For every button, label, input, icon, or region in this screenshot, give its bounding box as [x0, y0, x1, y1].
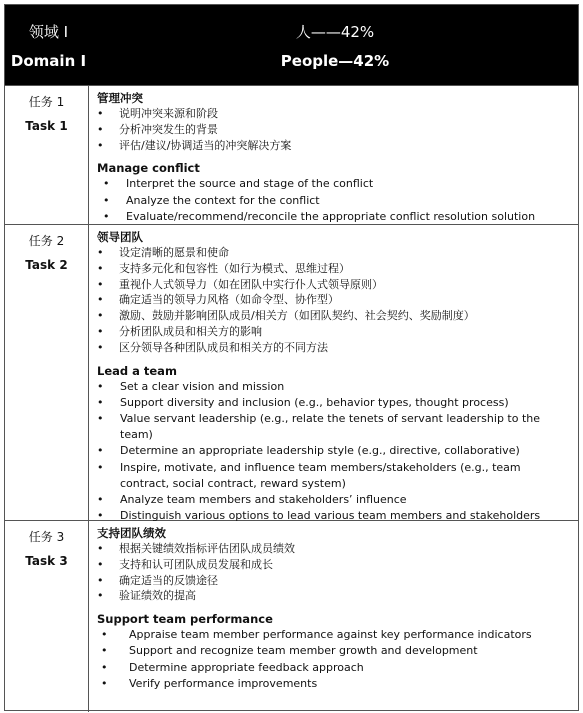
list-item: • Determine an appropriate leadership style (e.g., directive, collaborative): [97, 443, 572, 459]
task-row-3: [5, 521, 578, 712]
task-items-en: [97, 627, 572, 692]
list-item: • 重视仆人式领导力（如在团队中实行仆人式领导原则）: [97, 277, 572, 293]
list-item: • 支持多元化和包容性（如行为模式、思维过程）: [97, 261, 572, 277]
list-item: • 根据关键绩效指标评估团队成员绩效: [97, 541, 572, 557]
task-label-cn: 任务 1: [28, 95, 65, 109]
task-row-2: [5, 225, 578, 521]
task-title-en: Manage conflict: [97, 161, 200, 176]
list-item: • Analyze the context for the conflict: [103, 193, 572, 209]
list-item: • 分析团队成员和相关方的影响: [97, 324, 572, 340]
task-title-cn: 支持团队绩效: [97, 526, 166, 540]
task-items-cn: [97, 245, 572, 356]
task-row-1: [5, 86, 578, 225]
list-item: • Evaluate/recommend/reconcile the appropriate conflict resolution solution: [103, 209, 572, 225]
task-items-en: [97, 379, 572, 525]
header-domain-cell: [5, 5, 92, 85]
task-title-cn: 领导团队: [97, 230, 143, 244]
task-items-cn: [97, 541, 572, 604]
list-item: • 说明冲突来源和阶段: [97, 106, 572, 122]
list-item: • 支持和认可团队成员发展和成长: [97, 557, 572, 573]
task-label-cell: [5, 86, 89, 224]
task-title-en: Lead a team: [97, 363, 177, 378]
list-item: • Analyze team members and stakeholders’ influence: [97, 492, 572, 508]
list-item: • Verify performance improvements: [101, 676, 572, 692]
list-item: • Value servant leadership (e.g., relate the tenets of servant leadership to the team): [97, 411, 572, 443]
list-item: • Support diversity and inclusion (e.g., behavior types, thought process): [97, 395, 572, 411]
header-people-en: People—42%: [280, 51, 390, 70]
task-title-en: Support team performance: [97, 612, 273, 627]
list-item: • Interpret the source and stage of the conflict: [103, 176, 572, 192]
header-domain-cn: 领域 I: [28, 22, 69, 41]
task-label-en: Task 1: [25, 119, 68, 133]
list-item: • 确定适当的反馈途径: [97, 573, 572, 589]
list-item: • Appraise team member performance against key performance indicators: [101, 627, 572, 643]
header-people-cn: 人——42%: [295, 22, 375, 41]
task-label-en: Task 3: [25, 554, 68, 568]
list-item: • Determine appropriate feedback approach: [101, 660, 572, 676]
list-item: • Set a clear vision and mission: [97, 379, 572, 395]
task-content-cell: [89, 521, 578, 712]
list-item: • Support and recognize team member growth and development: [101, 643, 572, 659]
task-label-en: Task 2: [25, 258, 68, 272]
task-label-cell: [5, 521, 89, 712]
task-content-cell: [89, 86, 578, 224]
list-item: • 确定适当的领导力风格（如命令型、协作型）: [97, 292, 572, 308]
list-item: • Distinguish various options to lead various team members and stakeholders: [97, 508, 572, 524]
task-items-cn: [97, 106, 572, 153]
list-item: • 验证绩效的提高: [97, 588, 572, 604]
task-label-cn: 任务 3: [28, 530, 65, 544]
list-item: • 分析冲突发生的背景: [97, 122, 572, 138]
list-item: • 设定清晰的愿景和使命: [97, 245, 572, 261]
list-item: • Inspire, motivate, and influence team members/stakeholders (e.g., team contract, social contract, reward system): [97, 460, 572, 492]
task-title-cn: 管理冲突: [97, 91, 143, 105]
task-label-cell: [5, 225, 89, 520]
list-item: • 区分领导各种团队成员和相关方的不同方法: [97, 340, 572, 356]
task-content-cell: [89, 225, 578, 523]
list-item: • 激励、鼓励并影响团队成员/相关方（如团队契约、社会契约、奖励制度）: [97, 308, 572, 324]
domain-table: [4, 4, 579, 711]
task-items-en: [97, 176, 572, 225]
header-domain-en: Domain I: [10, 51, 87, 70]
task-label-cn: 任务 2: [28, 234, 65, 248]
table-header: [5, 5, 578, 86]
header-people-cell: [92, 5, 578, 85]
list-item: • 评估/建议/协调适当的冲突解决方案: [97, 138, 572, 154]
